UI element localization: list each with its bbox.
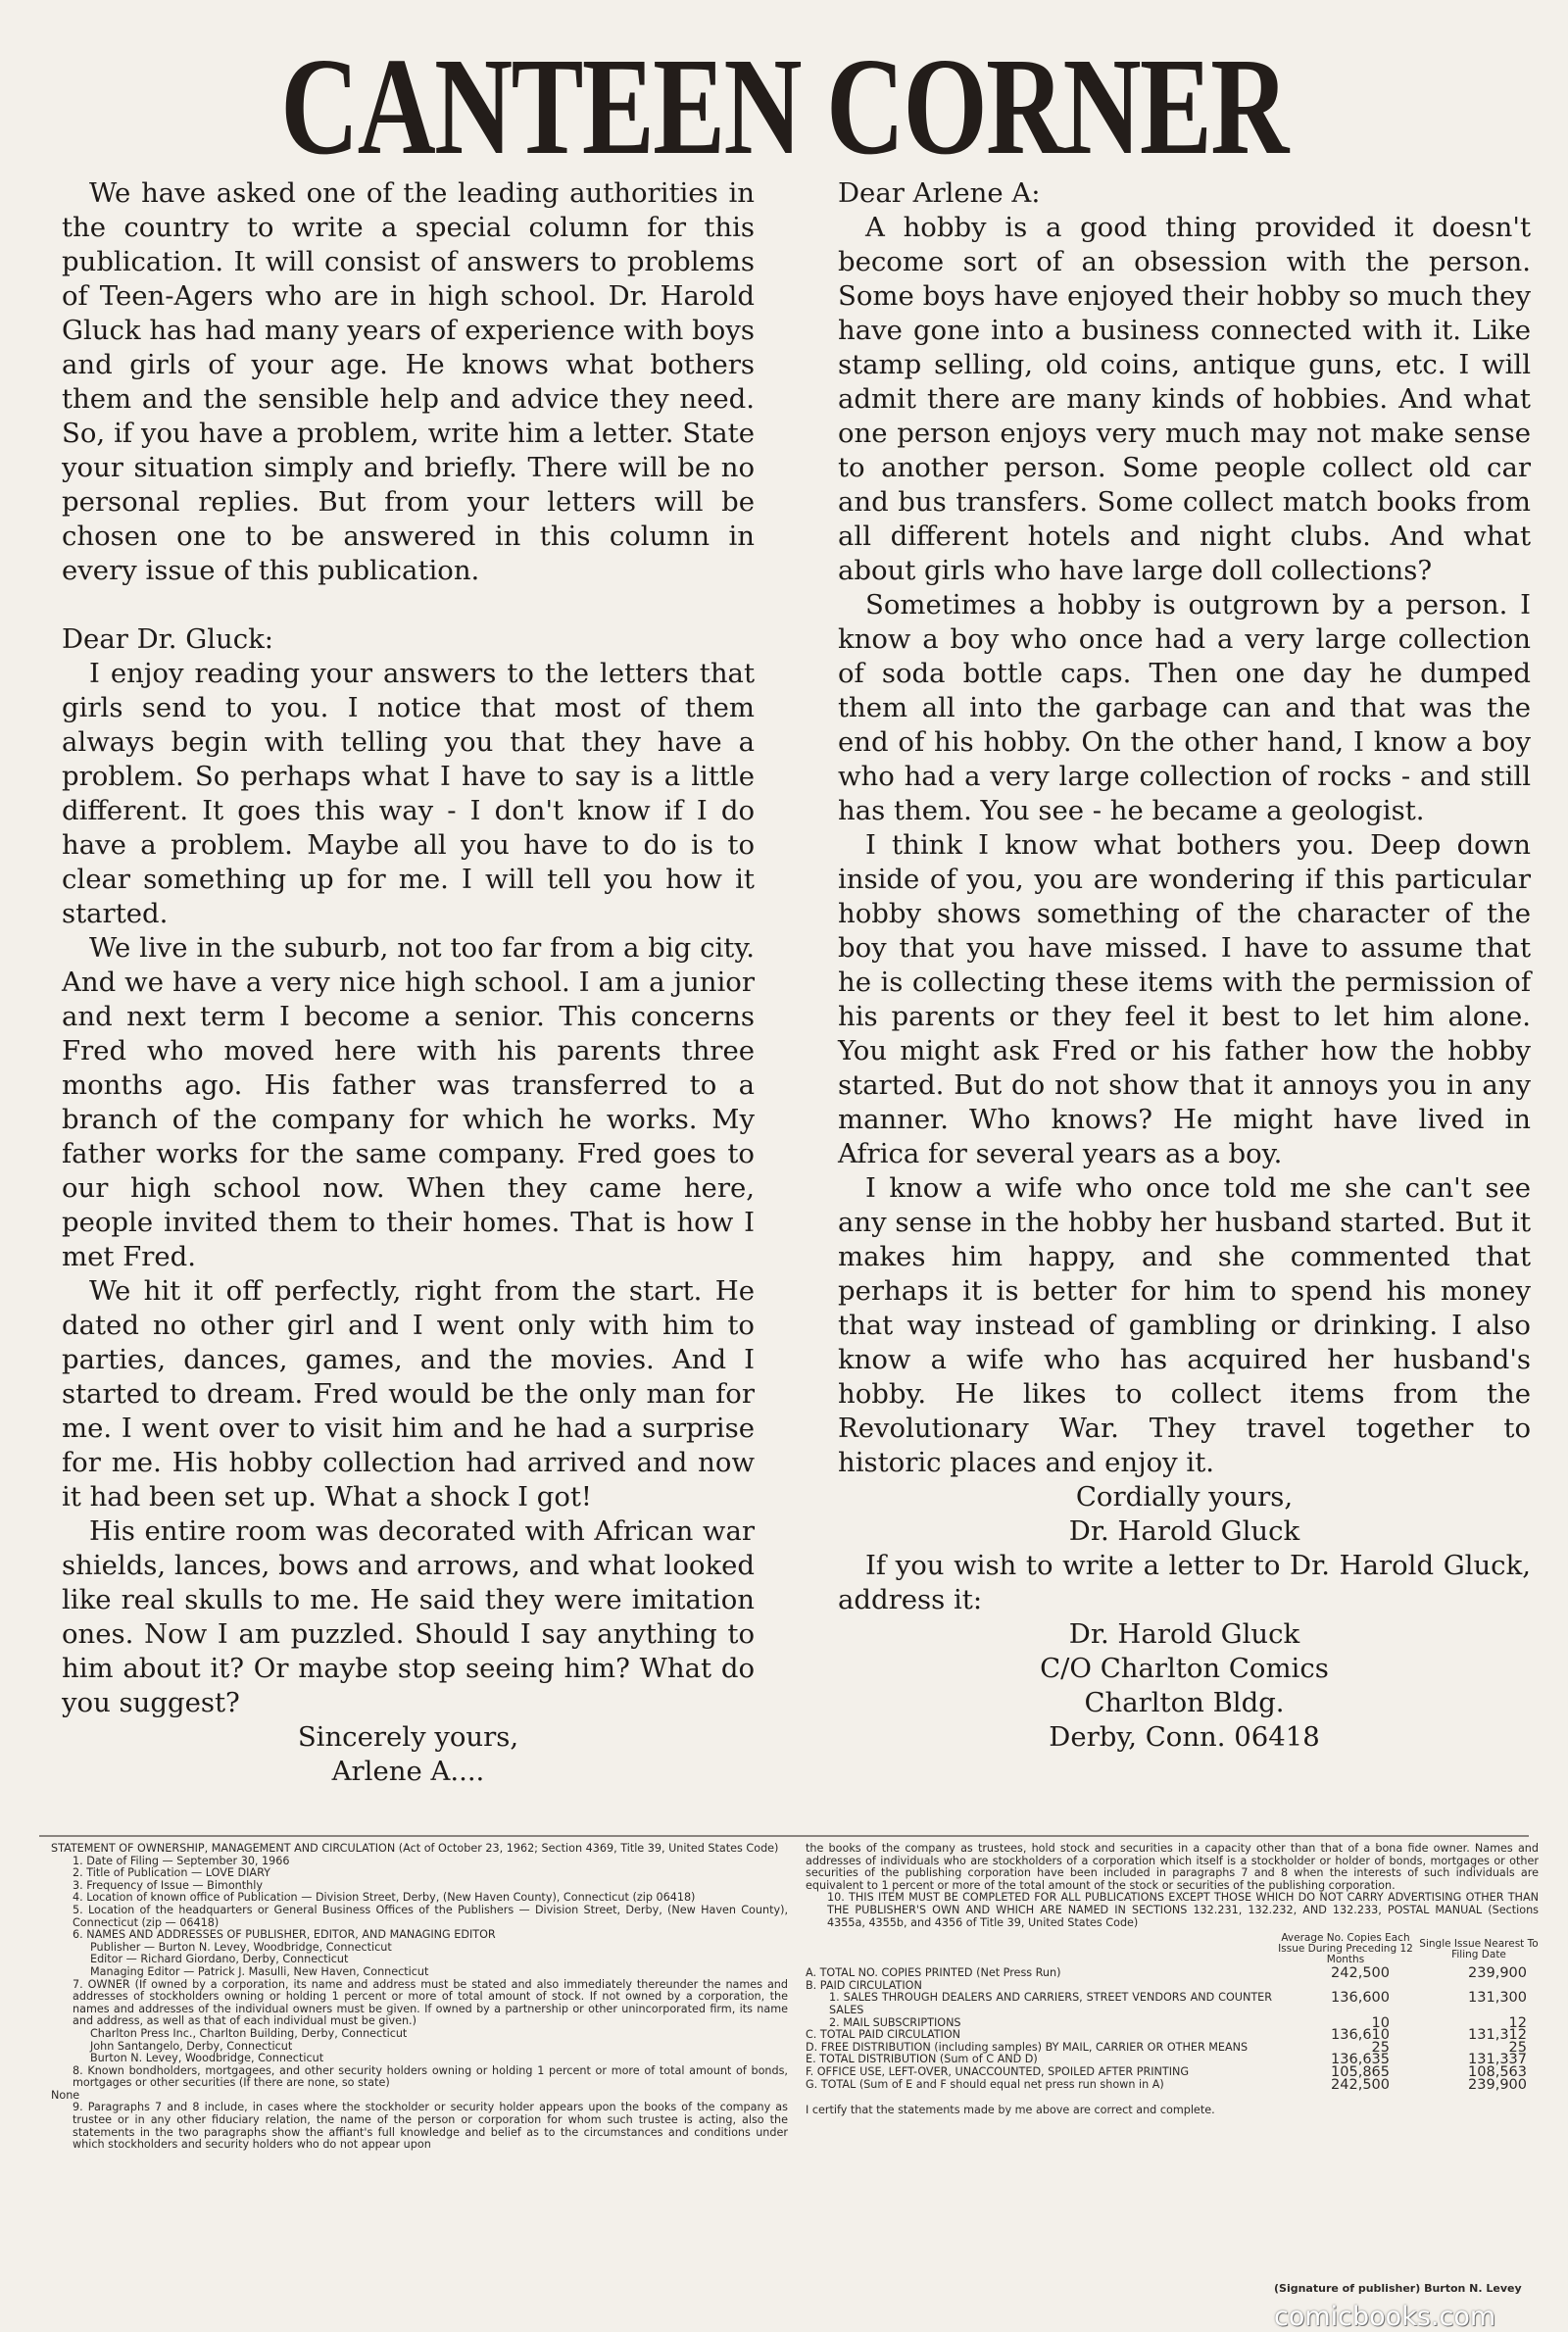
statement-line: 8. Known bondholders, mortgagees, and other security holders owning or holding 1 percent or more of total amount of bonds, mortgages or other securities (If there are none, so state): [73, 2063, 788, 2090]
reply-signature: Dr. Harold Gluck: [1068, 1515, 1300, 1547]
single-value: 108,563: [1468, 2063, 1527, 2080]
address-line: Derby, Conn. 06418: [1049, 1721, 1320, 1753]
single-value: 131,337: [1468, 2052, 1527, 2068]
row-label: F. OFFICE USE, LEFT-OVER, UNACCOUNTED, SPOILED AFTER PRINTING: [806, 2064, 1190, 2078]
row-label: C. TOTAL PAID CIRCULATION: [806, 2028, 961, 2042]
statement-line: 2. Title of Publication — LOVE DIARY: [73, 1866, 270, 1880]
avg-value: 242,500: [1331, 2076, 1390, 2093]
row-label: G. TOTAL (Sum of E and F should equal net press run shown in A): [806, 2077, 1164, 2091]
row-label: D. FREE DISTRIBUTION (including samples) BY MAIL, CARRIER OR OTHER MEANS: [806, 2040, 1249, 2054]
table-row: [806, 1992, 1539, 2016]
letter-salutation: Dear Dr. Gluck:: [62, 623, 274, 655]
address-line: Charlton Bldg.: [1084, 1687, 1285, 1718]
publisher-signature: (Signature of publisher) Burton N. Levey: [1274, 2282, 1522, 2295]
statement-right: [806, 1843, 1539, 2117]
write-note: If you wish to write a letter to Dr. Harold Gluck, address it:: [838, 1550, 1531, 1615]
statement-line: 10. THIS ITEM MUST BE COMPLETED FOR ALL PUBLICATIONS EXCEPT THOSE WHICH DO NOT CARRY ADVERTISING OTHER THAN THE PUBLISHER'S OWN AND WHICH ARE NAMED IN SECTIONS 132.231, 132.232, AND 132.233, POSTAL MANUAL (Sections 4355a, 4355b, and 4356 of Title 39, United States Code): [827, 1891, 1539, 1929]
avg-value: 136,610: [1331, 2027, 1390, 2044]
statement-line: 4. Location of known office of Publication — Division Street, Derby, (New Haven County), Connecticut (zip 06418): [73, 1891, 696, 1905]
statement-line: John Santangelo, Derby, Connecticut: [90, 2039, 293, 2053]
letter-signature: Arlene A....: [331, 1756, 485, 1787]
statement-line: Burton N. Levey, Woodbridge, Connecticut: [90, 2052, 324, 2065]
row-label: E. TOTAL DISTRIBUTION (Sum of C AND D): [806, 2053, 1038, 2066]
letter-paragraph: I enjoy reading your answers to the letters that girls send to you. I notice that most of them always begin with telling you that they have a problem. So perhaps what I have to say is a little different. It goes this way - I don't know if I do have a problem. Maybe all you have to do is to clear something up for me. I will tell you how it started.: [62, 658, 755, 929]
single-value: 25: [1508, 2039, 1527, 2056]
single-value: 239,900: [1468, 1965, 1527, 1982]
reply-salutation: Dear Arlene A:: [838, 177, 1041, 209]
table-row: [806, 1967, 1539, 1980]
avg-value: 136,600: [1331, 1990, 1390, 2007]
statement-line: the books of the company as trustees, hold stock and securities in a capacity other than that of a bona fide owner. Names and addresses of individuals who are stockholders of a corporation which itself is a stockholder or holder of bonds, mortgages or other securities of the publishing corporation have been included in paragraphs 7 and 8 when the interests of such individuals are equivalent to 1 percent or more of the total amount of the stock or securities of the publishing corporation.: [806, 1842, 1539, 1892]
letter-paragraph: We hit it off perfectly, right from the start. He dated no other girl and I went only with him to parties, dances, games, and the movies. And I started to dream. Fred would be the only man for me. I went over to visit him and he had a surprise for me. His hobby collection had arrived and now it had been set up. What a shock I got!: [62, 1275, 755, 1513]
letter-closing: Sincerely yours,: [297, 1721, 519, 1753]
single-value: 12: [1508, 2014, 1527, 2031]
reply-paragraph: A hobby is a good thing provided it doesn't become sort of an obsession with the person. Some boys have enjoyed their hobby so much they have gone into a business connected with it. Like stamp selling, old coins, antique guns, etc. I will admit there are many kinds of hobbies. And what one person enjoys very much may not make sense to another person. Some people collect old car and bus transfers. Some collect match books from all different hotels and night clubs. And what about girls who have large doll collections?: [838, 212, 1531, 586]
table-header-row: [806, 1933, 1539, 1967]
avg-value: 105,865: [1331, 2063, 1390, 2080]
watermark: comicbooks.com: [1274, 2302, 1496, 2332]
statement-line: Managing Editor — Patrick J. Masulli, New Haven, Connecticut: [90, 1964, 429, 1978]
left-column: [62, 176, 755, 1789]
reply-closing: Cordially yours,: [1075, 1481, 1294, 1513]
certify-line: I certify that the statements made by me above are correct and complete.: [806, 2104, 1215, 2117]
single-value: 239,900: [1468, 2076, 1527, 2093]
right-column: [838, 176, 1531, 1755]
statement-line: 5. Location of the headquarters or General Business Offices of the Publishers — Division Street, Derby, (New Haven County), Connecticut (zip — 06418): [73, 1903, 788, 1929]
statement-line: STATEMENT OF OWNERSHIP, MANAGEMENT AND CIRCULATION (Act of October 23, 1962; Section 4369, Title 39, United States Code): [51, 1842, 779, 1855]
avg-value: 242,500: [1331, 1965, 1390, 1982]
divider: [39, 1835, 1529, 1837]
statement-left: [51, 1843, 788, 2152]
table-row: [806, 2066, 1539, 2079]
statement-line: Editor — Richard Giordano, Derby, Connecticut: [90, 1953, 349, 1966]
reply-paragraph: Sometimes a hobby is outgrown by a person. I know a boy who once had a very large collection of soda bottle caps. Then one day he dumped them all into the garbage can and that was the end of his hobby. On the other hand, I know a boy who had a very large collection of rocks - and still has them. You see - he became a geologist.: [838, 589, 1531, 826]
reply-paragraph: I know a wife who once told me she can't see any sense in the hobby her husband started. But it makes him happy, and she commented that perhaps it is better for him to spend his money that way instead of gambling or drinking. I also know a wife who has acquired her husband's hobby. He likes to collect items from the Revolutionary War. They travel together to historic places and enjoy it.: [838, 1172, 1531, 1478]
column-header: Average No. Copies Each Issue During Preceding 12 Months: [1278, 1932, 1413, 1966]
intro-paragraph: We have asked one of the leading authorities in the country to write a special column for this publication. It will consist of answers to problems of Teen-Agers who are in high school. Dr. Harold Gluck has had many years of experience with boys and girls of your age. He knows what bothers them and the sensible help and advice they need. So, if you have a problem, write him a letter. State your situation simply and briefly. There will be no personal replies. But from your letters will be chosen one to be answered in this column in every issue of this publication.: [62, 177, 755, 586]
column-header: Single Issue Nearest To Filing Date: [1419, 1937, 1539, 1960]
row-label: 2. MAIL SUBSCRIPTIONS: [829, 2015, 961, 2029]
single-value: 131,300: [1468, 1990, 1527, 2007]
reply-paragraph: I think I know what bothers you. Deep down inside of you, you are wondering if this particular hobby shows something of the character of the boy that you have missed. I have to assume that he is collecting these items with the permission of his parents or they feel it best to let him alone. You might ask Fred or his father how the hobby started. But do not show that it annoys you in any manner. Who knows? He might have lived in Africa for several years as a boy.: [838, 829, 1531, 1169]
avg-value: 10: [1371, 2014, 1390, 2031]
avg-value: 136,635: [1331, 2052, 1390, 2068]
letter-paragraph: His entire room was decorated with African war shields, lances, bows and arrows, and what looked like real skulls to me. He said they were imitation ones. Now I am puzzled. Should I say anything to him about it? Or maybe stop seeing him? What do you suggest?: [62, 1515, 755, 1718]
page-title: CANTEEN CORNER: [280, 28, 1288, 183]
statement-line: 9. Paragraphs 7 and 8 include, in cases where the stockholder or security holder appears upon the books of the company as trustee or in any other fiduciary relation, the name of the person or corporation for whom such trustee is acting, also the statements in the two paragraphs show the affiant's full knowledge and belief as to the circumstances and conditions under which stockholders and security holders who do not appear upon: [73, 2101, 788, 2152]
letter-paragraph: We live in the suburb, not too far from a big city. And we have a very nice high school. I am a junior and next term I become a senior. This concerns Fred who moved here with his parents three months ago. His father was transferred to a branch of the company for which he works. My father works for the same company. Fred goes to our high school now. When they came here, people invited them to their homes. That is how I met Fred.: [62, 932, 755, 1272]
single-value: 131,312: [1468, 2027, 1527, 2044]
circulation-table: [806, 1933, 1539, 2091]
row-label: 1. SALES THROUGH DEALERS AND CARRIERS, STREET VENDORS AND COUNTER SALES: [829, 1991, 1272, 2016]
avg-value: 25: [1371, 2039, 1390, 2056]
statement-line: 6. NAMES AND ADDRESSES OF PUBLISHER, EDITOR, AND MANAGING EDITOR: [73, 1928, 496, 1942]
statement-line: 1. Date of Filing — September 30, 1966: [73, 1854, 290, 1867]
statement-line: Charlton Press Inc., Charlton Building, Derby, Connecticut: [90, 2026, 408, 2040]
table-row: [806, 2079, 1539, 2092]
statement-line: 3. Frequency of Issue — Bimonthly: [73, 1878, 263, 1892]
row-label: A. TOTAL NO. COPIES PRINTED (Net Press Run): [806, 1966, 1061, 1980]
statement-line: Publisher — Burton N. Levey, Woodbridge, Connecticut: [90, 1940, 392, 1954]
address-line: Dr. Harold Gluck: [1068, 1618, 1300, 1650]
address-line: C/O Charlton Comics: [1040, 1653, 1329, 1684]
statement-line: None: [51, 2088, 80, 2102]
row-label: B. PAID CIRCULATION: [806, 1978, 922, 1992]
statement-line: 7. OWNER (If owned by a corporation, its name and address must be stated and also immediately thereunder the names and addresses of stockholders owning or holding 1 percent or more of total amount of stock. If not owned by a corporation, the names and addresses of the individual owners must be given. If owned by a partnership or other unincorporated firm, its name and address, as well as that of each individual must be given.): [73, 1977, 788, 2028]
table-row: [806, 2029, 1539, 2042]
